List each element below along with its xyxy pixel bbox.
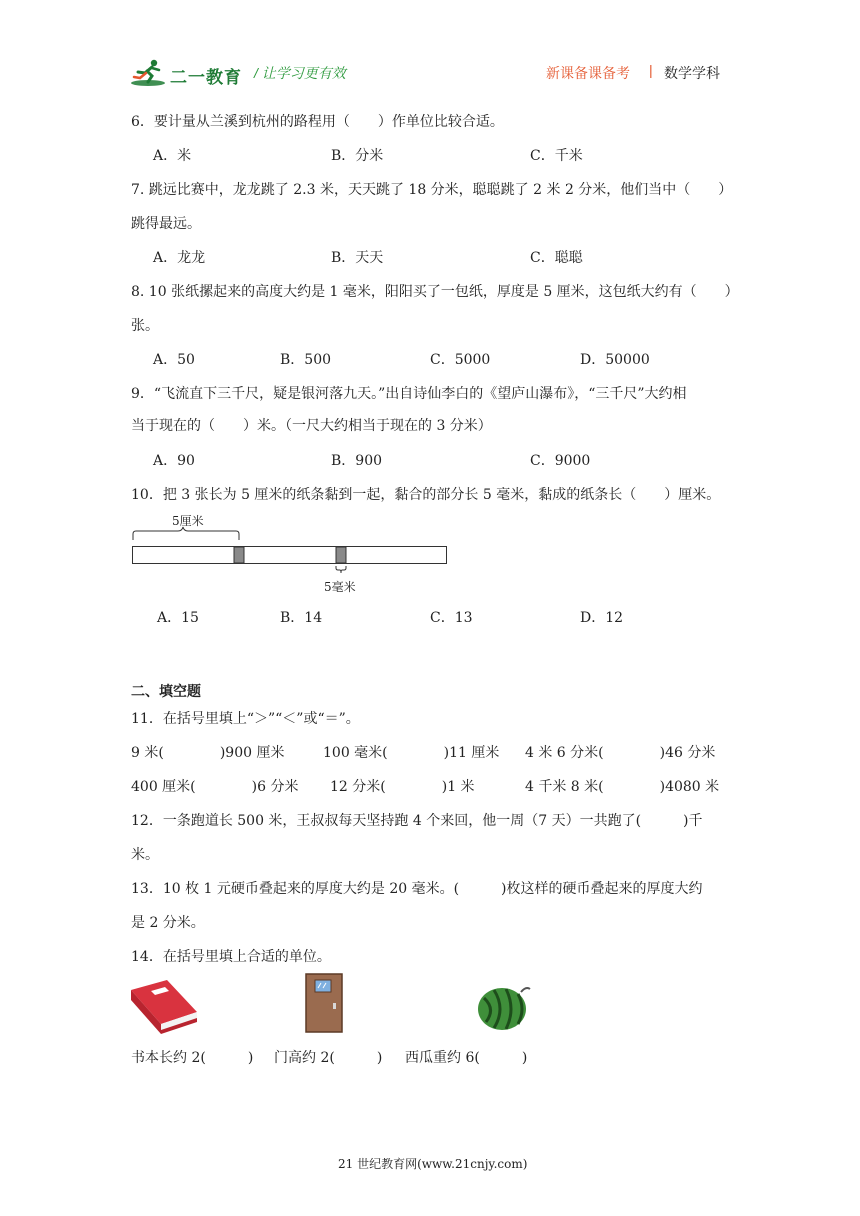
comparison-item: 400 厘米( )6 分米: [131, 779, 299, 795]
runner-logo-icon: [130, 58, 168, 88]
header-right-left: 新课备课备考: [546, 65, 630, 81]
caption-watermelon: 西瓜重约 6( ): [405, 1050, 528, 1066]
figure-label-5cm: 5厘米: [172, 514, 204, 528]
question-stem-line2: 跳得最远。: [131, 216, 201, 232]
section-title: 二、填空题: [131, 684, 201, 700]
paper-strip-diagram: [128, 510, 458, 600]
option-a: A．米: [153, 148, 192, 164]
question-stem: 14．在括号里填上合适的单位。: [131, 949, 331, 965]
comparison-item: 12 分米( )1 米: [330, 779, 475, 795]
option-c: C．千米: [530, 148, 583, 164]
header-right-right: 数学学科: [664, 65, 720, 81]
option-a: A．龙龙: [153, 250, 206, 266]
question-stem-line1: 8. 10 张纸摞起来的高度大约是 1 毫米，阳阳买了一包纸，厚度是 5 厘米，这包纸大约有（ ）: [131, 284, 739, 300]
option-c: C．5000: [430, 352, 491, 368]
footer-text: 21 世纪教育网(www.21cnjy.com): [338, 1157, 528, 1171]
comparison-item: 9 米( )900 厘米: [131, 745, 285, 761]
option-b: B．500: [280, 352, 332, 368]
option-a: A．90: [153, 453, 195, 469]
option-c: C．聪聪: [530, 250, 583, 266]
option-b: B．天天: [331, 250, 384, 266]
caption-book: 书本长约 2( ): [131, 1050, 254, 1066]
option-b: B．分米: [331, 148, 384, 164]
option-a: A．50: [153, 352, 195, 368]
question-stem-line2: 当于现在的（ ）米。（一尺大约相当于现在的 3 分米）: [131, 418, 492, 434]
comparison-item: 100 毫米( )11 厘米: [323, 745, 500, 761]
caption-door: 门高约 2( ): [274, 1050, 383, 1066]
door-icon: [305, 973, 343, 1033]
option-d: D．12: [580, 610, 624, 626]
question-line1: 13．10 枚 1 元硬币叠起来的厚度大约是 20 毫米。( )枚这样的硬币叠起来的厚度大约: [131, 881, 703, 897]
logo: [130, 58, 240, 88]
book-icon: [129, 978, 199, 1036]
option-b: B．14: [280, 610, 323, 626]
option-b: B．900: [331, 453, 383, 469]
option-c: C．13: [430, 610, 473, 626]
question-stem-line2: 张。: [131, 318, 159, 334]
paper-strip-figure: [128, 510, 458, 600]
header-slogan: / 让学习更有效: [254, 65, 346, 81]
comparison-item: 4 千米 8 米( )4080 米: [525, 779, 720, 795]
option-a: A．15: [157, 610, 199, 626]
question-line2: 米。: [131, 847, 159, 863]
question-stem: 10．把 3 张长为 5 厘米的纸条黏到一起，黏合的部分长 5 毫米，黏成的纸条长（ ）厘米。: [131, 487, 721, 503]
question-line1: 12．一条跑道长 500 米，王叔叔每天坚持跑 4 个来回，他一周（7 天）一共跑了( )千: [131, 813, 703, 829]
option-c: C．9000: [530, 453, 591, 469]
watermelon-icon: [476, 984, 532, 1032]
question-stem-line1: 7. 跳远比赛中，龙龙跳了 2.3 米，天天跳了 18 分米，聪聪跳了 2 米 2 分米，他们当中（ ）: [131, 182, 733, 198]
header-separator: |: [649, 62, 653, 78]
question-stem: 6．要计量从兰溪到杭州的路程用（ ）作单位比较合适。: [131, 114, 504, 130]
figure-label-5mm: 5毫米: [324, 580, 356, 594]
question-line2: 是 2 分米。: [131, 915, 205, 931]
logo-text: 二一教育: [170, 68, 242, 88]
question-stem: 11．在括号里填上“＞”“＜”或“＝”。: [131, 711, 360, 727]
question-stem-line1: 9．“飞流直下三千尺，疑是银河落九天。”出自诗仙李白的《望庐山瀑布》，“三千尺”大约相: [131, 386, 687, 402]
comparison-item: 4 米 6 分米( )46 分米: [525, 745, 716, 761]
option-d: D．50000: [580, 352, 650, 368]
